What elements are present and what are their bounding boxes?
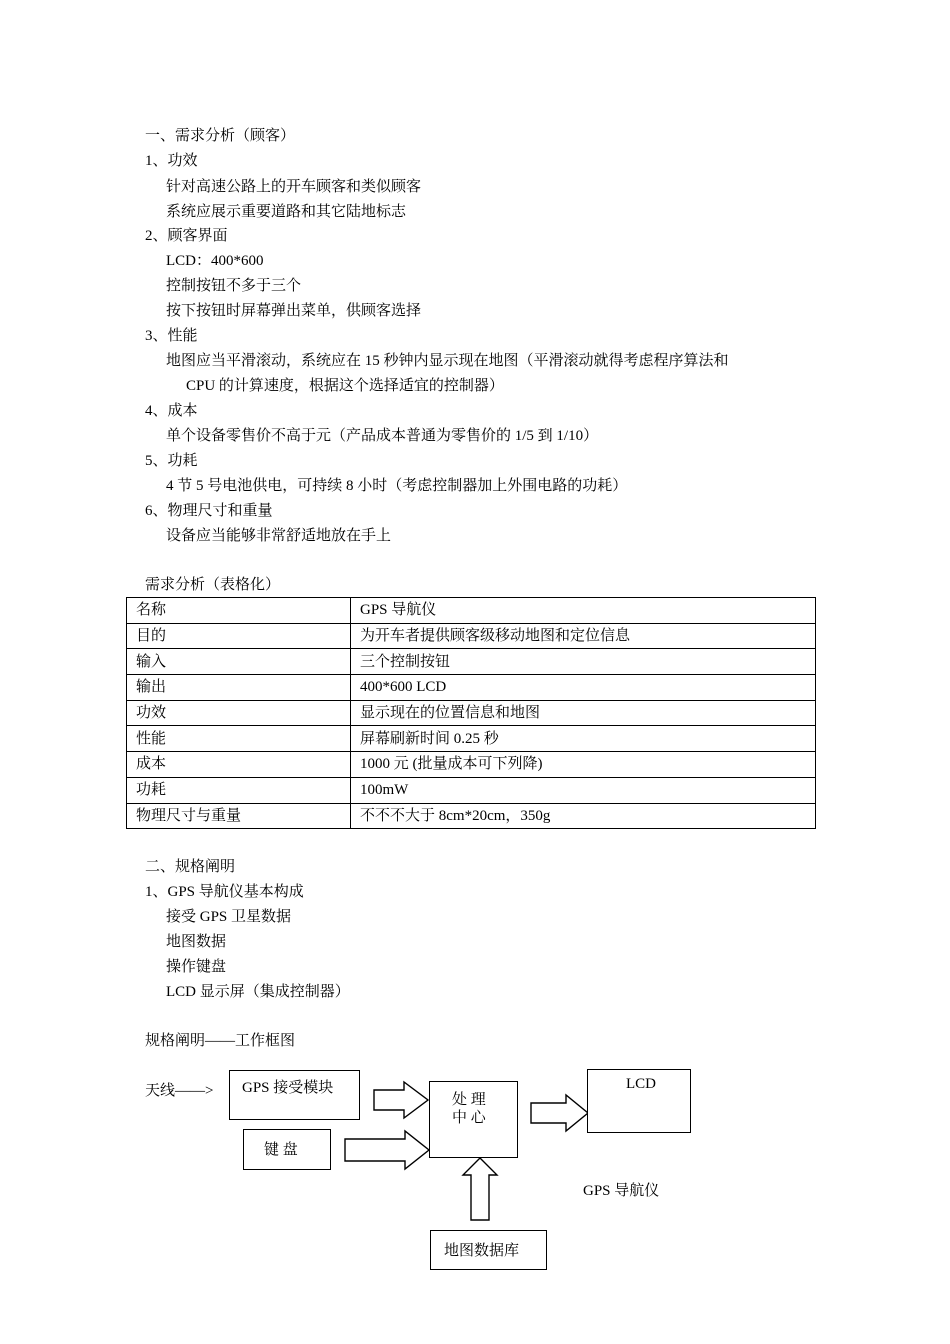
table-cell-value: 屏幕刷新时间 0.25 秒	[351, 726, 816, 752]
subheading-function: 1、功效	[145, 153, 198, 169]
lcd-label: LCD	[626, 1076, 656, 1092]
text-line: 地图数据	[166, 934, 227, 950]
processing-center-label-1: 处 理	[452, 1092, 486, 1108]
section-heading-requirements: 一、需求分析（顾客）	[145, 128, 296, 144]
arrow-cpu-to-lcd	[531, 1095, 588, 1131]
text-line: 设备应当能够非常舒适地放在手上	[166, 528, 392, 544]
text-line: LCD 显示屏（集成控制器）	[166, 984, 350, 1000]
table-cell-field: 输入	[127, 649, 351, 675]
map-database-box	[430, 1230, 547, 1270]
section-heading-specification: 二、规格阐明	[145, 859, 236, 875]
table-cell-value: 为开车者提供顾客级移动地图和定位信息	[351, 623, 816, 649]
table-cell-field: 功耗	[127, 777, 351, 803]
arrow-mapdb-to-cpu	[463, 1158, 497, 1220]
table-cell-value: 400*600 LCD	[351, 675, 816, 701]
device-label: GPS 导航仪	[583, 1183, 660, 1199]
gps-module-label: GPS 接受模块	[242, 1080, 334, 1096]
subheading-power: 5、功耗	[145, 453, 198, 469]
subheading-components: 1、GPS 导航仪基本构成	[145, 884, 304, 900]
table-cell-field: 物理尺寸与重量	[127, 803, 351, 829]
diagram-caption: 规格阐明——工作框图	[145, 1033, 296, 1049]
text-line: LCD：400*600	[166, 253, 264, 269]
table-cell-value: 1000 元 (批量成本可下列降)	[351, 752, 816, 778]
subheading-user-interface: 2、顾客界面	[145, 228, 228, 244]
table-cell-field: 功效	[127, 700, 351, 726]
subheading-size-weight: 6、物理尺寸和重量	[145, 503, 273, 519]
keyboard-box	[243, 1129, 331, 1170]
antenna-label: 天线——>	[145, 1083, 214, 1099]
text-line: 系统应展示重要道路和其它陆地标志	[166, 204, 407, 220]
table-cell-value: 不不不大于 8cm*20cm，350g	[351, 803, 816, 829]
text-line: 按下按钮时屏幕弹出菜单，供顾客选择	[166, 303, 422, 319]
text-line: 接受 GPS 卫星数据	[166, 909, 292, 925]
subheading-cost: 4、成本	[145, 403, 198, 419]
arrow-keyboard-to-cpu	[345, 1131, 429, 1169]
subheading-performance: 3、性能	[145, 328, 198, 344]
lcd-box	[587, 1069, 691, 1133]
processing-center-box	[429, 1081, 518, 1158]
table-cell-value: 显示现在的位置信息和地图	[351, 700, 816, 726]
table-cell-value: GPS 导航仪	[351, 598, 816, 624]
text-line: 4 节 5 号电池供电，可持续 8 小时（考虑控制器加上外围电路的功耗）	[166, 478, 628, 494]
table-cell-value: 三个控制按钮	[351, 649, 816, 675]
table-cell-field: 成本	[127, 752, 351, 778]
keyboard-label: 键 盘	[264, 1142, 298, 1158]
arrow-gps-to-cpu	[374, 1082, 428, 1118]
text-line: 针对高速公路上的开车顾客和类似顾客	[166, 179, 422, 195]
text-line: 单个设备零售价不高于元（产品成本普通为零售价的 1/5 到 1/10）	[166, 428, 599, 444]
table-cell-field: 目的	[127, 623, 351, 649]
table-cell-field: 性能	[127, 726, 351, 752]
table-cell-field: 输出	[127, 675, 351, 701]
table-caption: 需求分析（表格化）	[145, 577, 281, 593]
table-cell-value: 100mW	[351, 777, 816, 803]
text-line: CPU 的计算速度，根据这个选择适宜的控制器）	[186, 378, 504, 394]
text-line: 控制按钮不多于三个	[166, 278, 302, 294]
map-database-label: 地图数据库	[444, 1243, 520, 1259]
text-line: 操作键盘	[166, 959, 227, 975]
table-cell-field: 名称	[127, 598, 351, 624]
processing-center-label-2: 中 心	[452, 1110, 486, 1126]
gps-module-box	[229, 1070, 360, 1120]
text-line: 地图应当平滑滚动，系统应在 15 秒钟内显示现在地图（平滑滚动就得考虑程序算法和	[166, 353, 729, 369]
